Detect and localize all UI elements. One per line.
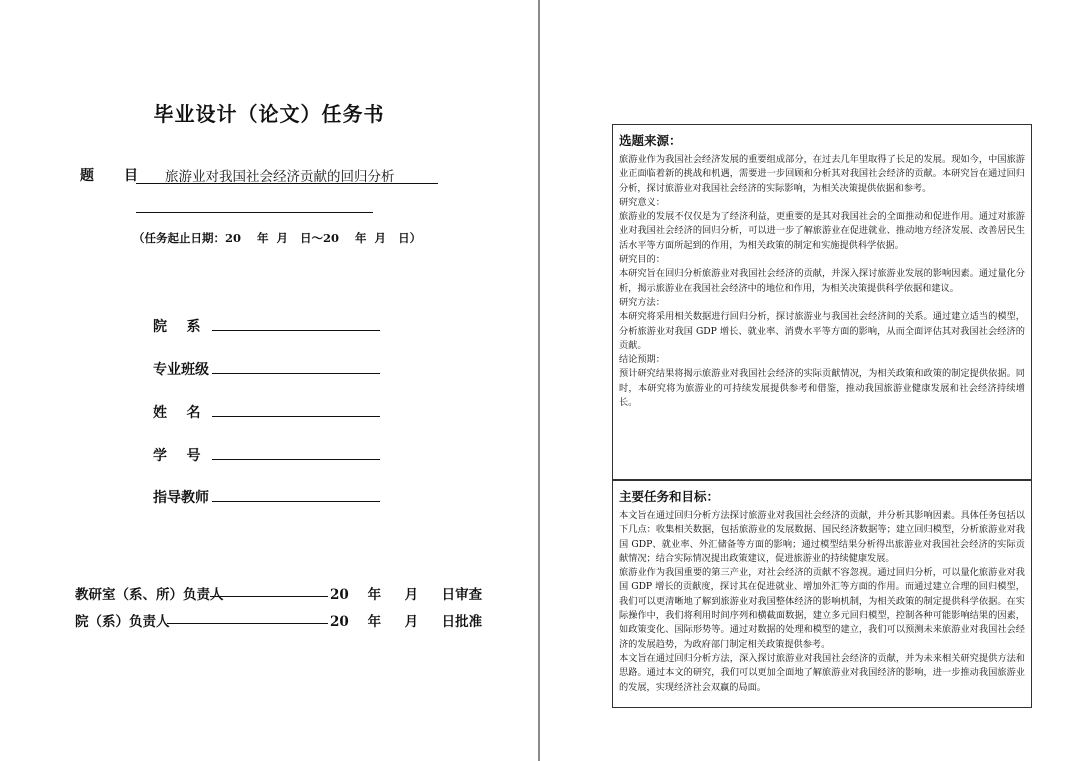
dept-head-signature-line: [167, 607, 328, 624]
major-class-label: 专业班级: [153, 362, 209, 378]
source-subheading: 研究意义：: [619, 196, 665, 208]
source-paragraph: 旅游业的发展不仅仅是为了经济利益，更重要的是其对我国社会的全面推动和促进作用。通过对旅游业对我国社会经济的回归分析，可以进一步了解旅游业在促进就业、推动地方经济发展、改善居民生活水平等方面所起到的作用，为相关政策的制定和实施提供科学依据。: [619, 211, 1025, 251]
source-paragraph: 本研究旨在回归分析旅游业对我国社会经济的贡献，并深入探讨旅游业发展的影响因素。通过量化分析，揭示旅游业在我国社会经济中的地位和作用，为相关决策提供科学依据和建议。: [619, 268, 1025, 294]
name-field: [212, 400, 380, 417]
student-id-field: [212, 443, 380, 460]
source-paragraph: 本研究将采用相关数据进行回归分析，探讨旅游业与我国社会经济间的关系。通过建立适当的模型，分析旅游业对我国 GDP 增长、就业率、消费水平等方面的影响，从而全面评估其对我国社会经济的贡献。: [619, 311, 1025, 351]
topic-label-char-1: 题: [80, 168, 94, 184]
topic-label-char-2: 目: [124, 168, 138, 184]
advisor-label: 指导教师: [153, 490, 209, 506]
source-subheading: 研究目的：: [619, 254, 665, 266]
source-heading: 选题来源：: [619, 133, 682, 148]
document-title: 毕业设计（论文）任务书: [153, 102, 385, 126]
office-review-date: 20 年 月 日审查: [330, 587, 483, 603]
department-label: 院 系: [153, 319, 201, 335]
source-paragraph: 旅游业作为我国社会经济发展的重要组成部分，在过去几年里取得了长足的发展。现如今，中国旅游业正面临着新的挑战和机遇，需要进一步回顾和分析其对我国社会经济的贡献。本研究旨在通过回归分析，探讨旅游业对我国社会经济的实际影响，为相关决策提供依据和参考。: [619, 154, 1025, 194]
department-field: [212, 314, 380, 331]
source-subheading: 结论预期：: [619, 354, 665, 366]
advisor-field: [212, 485, 380, 502]
student-id-label: 学 号: [153, 448, 201, 464]
office-head-signature-line: [210, 580, 328, 597]
source-paragraph: 预计研究结果将揭示旅游业对我国社会经济的实际贡献情况，为相关政策和政策的制定提供依据。同时，本研究将为旅游业的可持续发展提供参考和借鉴，推动我国旅游业健康发展和社会经济持续增长。: [619, 368, 1025, 409]
topic-second-line: [136, 196, 373, 213]
topic-value: 旅游业对我国社会经济贡献的回归分析: [165, 169, 395, 185]
source-subheading: 研究方法：: [619, 296, 665, 308]
task-period: （任务起止日期：20 年 月 日～20 年 月 日）: [133, 231, 422, 245]
topic-label: [80, 165, 140, 185]
dept-approval-date: 20 年 月 日批准: [330, 614, 483, 630]
tasks-paragraph: 旅游业作为我国重要的第三产业，对社会经济的贡献不容忽视。通过回归分析，可以量化旅游业对我国 GDP 增长的贡献度，探讨其在促进就业、增加外汇等方面的作用。而通过建立合理的回归模型，我们可以更清晰地了解到旅游业对我国整体经济的影响机制，为相关政策的制定提供科学依据。在实际操作中，我们将利用时间序列和横截面数据，建立多元回归模型，控制各种可能影响结果的因素，如政策变化、国际形势等。通过对数据的处理和模型的建立，我们可以预测未来旅游业对我国社会经济的发展趋势，为政府部门制定相关政策提供参考。: [619, 567, 1025, 650]
tasks-paragraph: 本文旨在通过回归分析方法探讨旅游业对我国社会经济的贡献，并分析其影响因素。具体任务包括以下几点：收集相关数据，包括旅游业的发展数据、国民经济数据等；建立回归模型，分析旅游业对我国 GDP、就业率、外汇储备等方面的影响；通过模型结果分析得出旅游业对我国社会经济的实际贡献情况；结合实际情况提出政策建议，促进旅游业的持续健康发展。: [619, 510, 1025, 564]
name-label: 姓 名: [153, 405, 201, 421]
office-head-label: 教研室（系、所）负责人: [75, 587, 224, 603]
tasks-heading: 主要任务和目标：: [619, 489, 720, 504]
left-page: [0, 0, 538, 761]
major-class-field: [212, 357, 380, 374]
tasks-section: [612, 480, 1032, 708]
dept-head-label: 院（系）负责人: [75, 614, 170, 630]
topic-field: [136, 165, 438, 184]
source-section: [612, 124, 1032, 480]
tasks-paragraph: 本文旨在通过回归分析方法，深入探讨旅游业对我国社会经济的贡献，并为未来相关研究提供方法和思路。通过本文的研究，我们可以更加全面地了解旅游业对我国经济的影响，进一步推动我国旅游业的发展，实现经济社会双赢的局面。: [619, 652, 1025, 693]
